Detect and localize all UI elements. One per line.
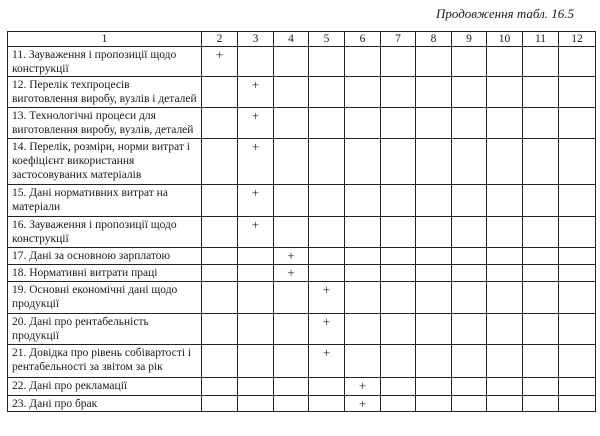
table-row: [8, 396, 596, 412]
empty-cell: [345, 314, 381, 345]
empty-cell: [238, 47, 274, 77]
row-label: 20. Дані про рентабельність продукції: [8, 314, 202, 345]
empty-cell: [381, 108, 416, 139]
data-table: [7, 31, 596, 412]
empty-cell: [452, 108, 487, 139]
row-label: 12. Перелік техпроцесів виготовлення виробу, вузлів і деталей: [8, 77, 202, 108]
empty-cell: [559, 378, 596, 396]
empty-cell: [309, 396, 345, 412]
empty-cell: [416, 217, 452, 248]
empty-cell: [202, 77, 238, 108]
empty-cell: [487, 185, 523, 217]
empty-cell: [381, 47, 416, 77]
column-header: 3: [238, 32, 274, 47]
empty-cell: [487, 217, 523, 248]
plus-mark: +: [238, 185, 274, 217]
table-row: [8, 248, 596, 265]
empty-cell: [487, 314, 523, 345]
row-label: 22. Дані про рекламації: [8, 378, 202, 396]
empty-cell: [381, 396, 416, 412]
table-row: [8, 77, 596, 108]
empty-cell: [202, 139, 238, 185]
empty-cell: [523, 217, 559, 248]
empty-cell: [274, 378, 309, 396]
empty-cell: [345, 185, 381, 217]
empty-cell: [523, 345, 559, 378]
empty-cell: [487, 345, 523, 378]
empty-cell: [523, 185, 559, 217]
column-header: 11: [523, 32, 559, 47]
empty-cell: [452, 139, 487, 185]
column-header: 9: [452, 32, 487, 47]
empty-cell: [416, 139, 452, 185]
table-row: [8, 185, 596, 217]
column-header: 1: [8, 32, 202, 47]
empty-cell: [487, 265, 523, 282]
empty-cell: [202, 378, 238, 396]
empty-cell: [452, 265, 487, 282]
empty-cell: [559, 217, 596, 248]
empty-cell: [487, 108, 523, 139]
empty-cell: [202, 345, 238, 378]
empty-cell: [559, 345, 596, 378]
empty-cell: [345, 108, 381, 139]
empty-cell: [523, 314, 559, 345]
empty-cell: [559, 108, 596, 139]
empty-cell: [345, 47, 381, 77]
empty-cell: [309, 248, 345, 265]
empty-cell: [202, 217, 238, 248]
empty-cell: [559, 47, 596, 77]
empty-cell: [381, 77, 416, 108]
empty-cell: [523, 265, 559, 282]
row-label: 17. Дані за основною зарплатою: [8, 248, 202, 265]
plus-mark: +: [345, 396, 381, 412]
empty-cell: [202, 108, 238, 139]
row-label: 18. Нормативні витрати праці: [8, 265, 202, 282]
table-row: [8, 378, 596, 396]
empty-cell: [274, 217, 309, 248]
plus-mark: +: [238, 77, 274, 108]
empty-cell: [345, 77, 381, 108]
empty-cell: [487, 282, 523, 314]
empty-cell: [487, 139, 523, 185]
empty-cell: [559, 396, 596, 412]
empty-cell: [559, 265, 596, 282]
empty-cell: [487, 47, 523, 77]
empty-cell: [274, 282, 309, 314]
column-header: 12: [559, 32, 596, 47]
empty-cell: [274, 314, 309, 345]
empty-cell: [452, 77, 487, 108]
empty-cell: [452, 217, 487, 248]
plus-mark: +: [345, 378, 381, 396]
empty-cell: [559, 314, 596, 345]
table-row: [8, 345, 596, 378]
empty-cell: [202, 396, 238, 412]
empty-cell: [416, 378, 452, 396]
empty-cell: [452, 282, 487, 314]
column-header: 7: [381, 32, 416, 47]
empty-cell: [381, 345, 416, 378]
table-row: [8, 217, 596, 248]
empty-cell: [523, 396, 559, 412]
empty-cell: [345, 282, 381, 314]
empty-cell: [416, 108, 452, 139]
empty-cell: [487, 77, 523, 108]
empty-cell: [523, 248, 559, 265]
plus-mark: +: [309, 345, 345, 378]
empty-cell: [345, 345, 381, 378]
plus-mark: +: [274, 248, 309, 265]
empty-cell: [452, 314, 487, 345]
column-header: 4: [274, 32, 309, 47]
table-caption: Продовження табл. 16.5: [436, 6, 574, 21]
table-row: [8, 265, 596, 282]
column-header: 8: [416, 32, 452, 47]
row-label: 14. Перелік, розміри, норми витрат і коефіцієнт використання застосовуваних матеріалів: [8, 139, 202, 185]
empty-cell: [238, 314, 274, 345]
empty-cell: [274, 396, 309, 412]
empty-cell: [309, 47, 345, 77]
header-row: [8, 32, 596, 47]
empty-cell: [274, 185, 309, 217]
empty-cell: [309, 378, 345, 396]
empty-cell: [274, 108, 309, 139]
empty-cell: [452, 185, 487, 217]
empty-cell: [559, 185, 596, 217]
row-label: 15. Дані нормативних витрат на матеріали: [8, 185, 202, 217]
row-label: 21. Довідка про рівень собівартості і рентабельності за звітом за рік: [8, 345, 202, 378]
plus-mark: +: [309, 282, 345, 314]
empty-cell: [452, 345, 487, 378]
empty-cell: [381, 265, 416, 282]
empty-cell: [238, 265, 274, 282]
empty-cell: [416, 282, 452, 314]
table-row: [8, 314, 596, 345]
table-row: [8, 47, 596, 77]
empty-cell: [202, 314, 238, 345]
row-label: 11. Зауваження і пропозиції щодо конструкції: [8, 47, 202, 77]
column-header: 10: [487, 32, 523, 47]
empty-cell: [309, 185, 345, 217]
empty-cell: [416, 77, 452, 108]
empty-cell: [309, 265, 345, 282]
row-label: 23. Дані про брак: [8, 396, 202, 412]
empty-cell: [487, 248, 523, 265]
empty-cell: [559, 139, 596, 185]
empty-cell: [452, 47, 487, 77]
empty-cell: [381, 282, 416, 314]
empty-cell: [345, 139, 381, 185]
empty-cell: [523, 378, 559, 396]
empty-cell: [309, 77, 345, 108]
empty-cell: [381, 185, 416, 217]
empty-cell: [416, 396, 452, 412]
table-row: [8, 108, 596, 139]
empty-cell: [381, 248, 416, 265]
empty-cell: [274, 47, 309, 77]
empty-cell: [416, 345, 452, 378]
column-header: 6: [345, 32, 381, 47]
empty-cell: [345, 217, 381, 248]
plus-mark: +: [238, 139, 274, 185]
column-header: 5: [309, 32, 345, 47]
empty-cell: [559, 248, 596, 265]
empty-cell: [452, 248, 487, 265]
plus-mark: +: [238, 217, 274, 248]
empty-cell: [416, 185, 452, 217]
table-row: [8, 282, 596, 314]
empty-cell: [238, 345, 274, 378]
table-row: [8, 139, 596, 185]
empty-cell: [559, 77, 596, 108]
empty-cell: [452, 378, 487, 396]
row-label: 19. Основні економічні дані щодо продукції: [8, 282, 202, 314]
empty-cell: [238, 282, 274, 314]
empty-cell: [309, 139, 345, 185]
empty-cell: [523, 139, 559, 185]
plus-mark: +: [202, 47, 238, 77]
empty-cell: [202, 265, 238, 282]
empty-cell: [487, 378, 523, 396]
plus-mark: +: [274, 265, 309, 282]
empty-cell: [309, 108, 345, 139]
empty-cell: [416, 265, 452, 282]
empty-cell: [416, 47, 452, 77]
empty-cell: [559, 282, 596, 314]
empty-cell: [487, 396, 523, 412]
empty-cell: [238, 378, 274, 396]
empty-cell: [202, 282, 238, 314]
empty-cell: [416, 248, 452, 265]
empty-cell: [452, 396, 487, 412]
empty-cell: [238, 396, 274, 412]
plus-mark: +: [309, 314, 345, 345]
empty-cell: [202, 185, 238, 217]
empty-cell: [274, 77, 309, 108]
empty-cell: [523, 282, 559, 314]
empty-cell: [381, 314, 416, 345]
empty-cell: [381, 378, 416, 396]
empty-cell: [345, 265, 381, 282]
empty-cell: [523, 77, 559, 108]
row-label: 16. Зауваження і пропозиції щодо конструкції: [8, 217, 202, 248]
column-header: 2: [202, 32, 238, 47]
empty-cell: [309, 217, 345, 248]
plus-mark: +: [238, 108, 274, 139]
empty-cell: [523, 47, 559, 77]
empty-cell: [202, 248, 238, 265]
empty-cell: [238, 248, 274, 265]
empty-cell: [274, 345, 309, 378]
empty-cell: [381, 139, 416, 185]
empty-cell: [381, 217, 416, 248]
empty-cell: [523, 108, 559, 139]
row-label: 13. Технологічні процеси для виготовлення виробу, вузлів, деталей: [8, 108, 202, 139]
empty-cell: [416, 314, 452, 345]
empty-cell: [345, 248, 381, 265]
empty-cell: [274, 139, 309, 185]
